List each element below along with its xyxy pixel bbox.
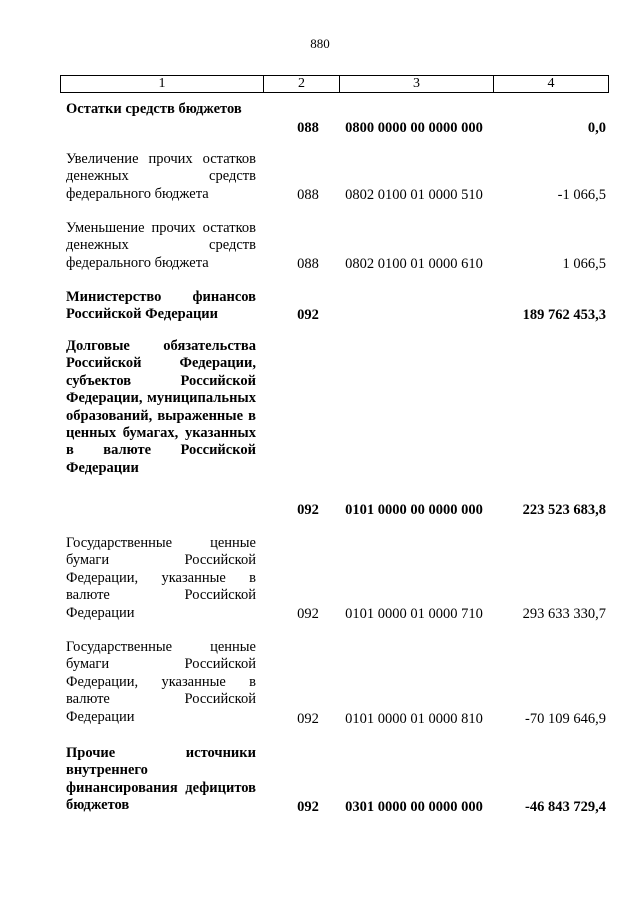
- row-admin-code: 088: [297, 187, 319, 203]
- row-amount: 189 762 453,3: [522, 307, 606, 323]
- row-name: Государственные ценные бумаги Российской Федерации, указанные в валюте Российской Федерации: [66, 639, 256, 725]
- table-row: [66, 220, 610, 276]
- row-budget-code: 0101 0000 01 0000 810: [345, 711, 483, 727]
- row-budget-code: 0800 0000 00 0000 000: [345, 120, 483, 136]
- header-col-4: 4: [547, 76, 555, 91]
- row-amount: -70 109 646,9: [525, 711, 606, 727]
- row-budget-code: 0101 0000 00 0000 000: [345, 502, 483, 518]
- row-amount: 223 523 683,8: [522, 502, 606, 518]
- row-admin-code: 088: [297, 120, 319, 136]
- row-name: Государственные ценные бумаги Российской Федерации, указанные в валюте Российской Федерации: [66, 535, 256, 621]
- page-number: 880: [310, 36, 330, 51]
- table-row: [66, 745, 610, 821]
- row-name: Прочие источники внутреннего финансирования дефицитов бюджетов: [66, 745, 256, 814]
- row-admin-code: 092: [297, 711, 319, 727]
- table-row: [66, 338, 610, 523]
- row-name: Долговые обязательства Российской Федерации, субъектов Российской Федерации, муниципальных образований, выраженные в ценных бумагах, указанных в валюте Российской Федерации: [66, 338, 256, 476]
- row-name: Министерство финансов Российской Федерации: [66, 289, 256, 323]
- row-admin-code: 092: [297, 799, 319, 815]
- row-admin-code: 088: [297, 256, 319, 272]
- table-row: [66, 151, 610, 207]
- table-row: [66, 101, 610, 141]
- row-budget-code: 0101 0000 01 0000 710: [345, 606, 483, 622]
- table-header: [60, 75, 609, 93]
- row-name: Увеличение прочих остатков денежных средств федерального бюджета: [66, 151, 256, 202]
- header-col-2: 2: [264, 76, 340, 92]
- row-admin-code: 092: [297, 307, 319, 323]
- row-budget-code: 0802 0100 01 0000 510: [345, 187, 483, 203]
- header-col-1: 1: [61, 76, 264, 92]
- header-col-3: 3: [340, 76, 494, 92]
- row-amount: 1 066,5: [562, 256, 606, 272]
- table-row: [66, 289, 610, 329]
- row-name: Остатки средств бюджетов: [66, 101, 242, 117]
- row-budget-code: 0301 0000 00 0000 000: [345, 799, 483, 815]
- row-amount: -1 066,5: [557, 187, 606, 203]
- row-name: Уменьшение прочих остатков денежных средств федерального бюджета: [66, 220, 256, 271]
- row-budget-code: 0802 0100 01 0000 610: [345, 256, 483, 272]
- row-admin-code: 092: [297, 502, 319, 518]
- row-amount: 0,0: [587, 120, 606, 136]
- table-row: [66, 535, 610, 627]
- row-amount: 293 633 330,7: [522, 606, 606, 622]
- row-amount: -46 843 729,4: [525, 799, 606, 815]
- row-admin-code: 092: [297, 606, 319, 622]
- table-row: [66, 639, 610, 731]
